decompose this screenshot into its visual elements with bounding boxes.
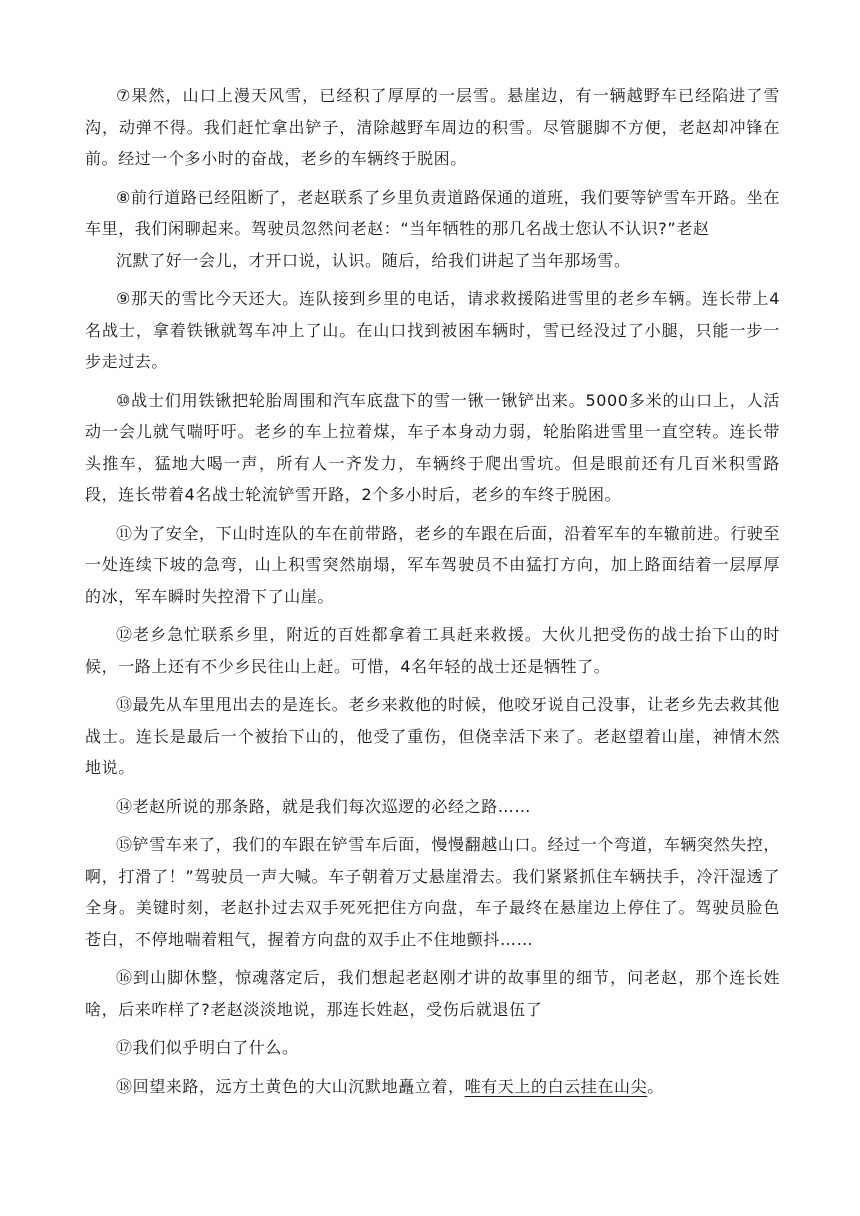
underlined-sentence: 唯有天上的白云挂在山尖 (464, 1076, 648, 1096)
paragraph-8-continued: 沉默了好一会儿，才开口说，认识。随后，给我们讲起了当年那场雪。 (116, 250, 631, 270)
paragraph-8: ⑧前行道路已经阻断了，老赵联系了乡里负责道路保通的道班，我们要等铲雪车开路。坐在车里，我们闲聊起来。驾驶员忽然问老赵：“当年牺牲的那几名战士您认不认识?”老赵 (85, 187, 780, 238)
paragraph-7: ⑦果然，山口上漫天风雪，已经积了厚厚的一层雪。悬崖边，有一辆越野车已经陷进了雪沟，动弹不得。我们赶忙拿出铲子，清除越野车周边的积雪。尽管腿脚不方便，老赵却冲锋在前。经过一个多小时的奋战，老乡的车辆终于脱困。 (85, 86, 780, 168)
paragraph-18-text: ⑱回望来路，远方土黄色的大山沉默地矗立着， (116, 1076, 465, 1096)
paragraph-11: ⑪为了安全，下山时连队的车在前带路，老乡的车跟在后面，沿着军车的车辙前进。行驶至一处连续下坡的急弯，山上积雪突然崩塌，军车驾驶员不由猛打方向，加上路面结着一层厚厚的冰，军车瞬时失控滑下了山崖。 (85, 523, 781, 606)
paragraph-13: ⑬最先从车里甩出去的是连长。老乡来救他的时候，他咬牙说自己没事，让老乡先去救其他战士。连长是最后一个被抬下山的，他受了重伤，但侥幸活下来了。老赵望着山崖，神情木然地说。 (85, 695, 781, 777)
paragraph-18 (85, 1071, 780, 1103)
paragraph-15: ⑮铲雪车来了，我们的车跟在铲雪车后面，慢慢翻越山口。经过一个弯道，车辆突然失控，啊，打滑了！”驾驶员一声大喊。车子朝着万丈悬崖滑去。我们紧紧抓住车辆扶手，冷汗湿透了全身。美键时刻，老赵扑过去双手死死把住方向盘，车子最终在悬崖边上停住了。驾驶员脸色苍白，不停地喘着粗气，握着方向盘的双手止不住地颤抖…… (85, 835, 781, 949)
document-body (85, 80, 780, 1109)
paragraph-14: ⑭老赵所说的那条路，就是我们每次巡逻的必经之路…… (116, 796, 532, 816)
paragraph-16: ⑯到山脚休整，惊魂落定后，我们想起老赵刚才讲的故事里的细节，问老赵，那个连长姓啥，后来咋样了?老赵淡淡地说，那连长姓赵，受伤后就退伍了 (85, 968, 780, 1019)
paragraph-18-end: 。 (647, 1076, 664, 1096)
paragraph-12: ⑫老乡急忙联系乡里，附近的百姓都拿着工具赶来救援。大伙儿把受伤的战士抬下山的时候，一路上还有不少乡民往山上赶。可惜，4名年轻的战士还是牺牲了。 (85, 625, 780, 676)
paragraph-9: ⑨那天的雪比今天还大。连队接到乡里的电话，请求救援陷进雪里的老乡车辆。连长带上4名战士，拿着铁锹就驾车冲上了山。在山口找到被困车辆时，雪已经没过了小腿，只能一步一步走过去。 (85, 289, 780, 371)
paragraph-10: ⑩战士们用铁锹把轮胎周围和汽车底盘下的雪一锹一锹铲出来。5000多米的山口上，人活动一会儿就气喘吁吁。老乡的车上拉着煤，车子本身动力弱，轮胎陷进雪里一直空转。连长带头推车，猛地大喝一声，所有人一齐发力，车辆终于爬出雪坑。但是眼前还有几百米积雪路段，连长带着4名战士轮流铲雪开路，2个多小时后，老乡的车终于脱困。 (85, 390, 780, 504)
paragraph-17: ⑰我们似乎明白了什么。 (116, 1038, 299, 1057)
